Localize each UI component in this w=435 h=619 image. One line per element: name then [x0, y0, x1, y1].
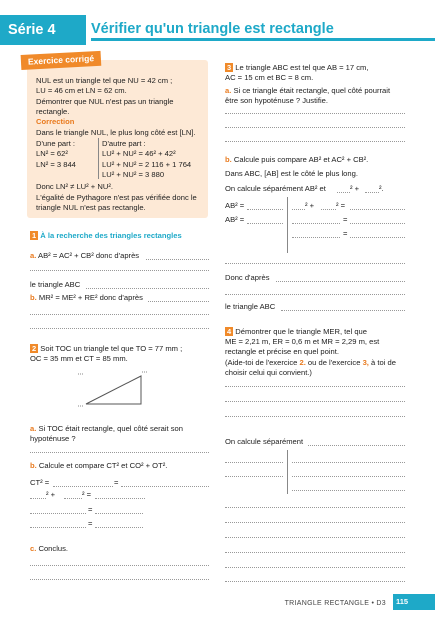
ex4-fill-2[interactable]	[225, 401, 405, 402]
ex2-row4-fill[interactable]	[30, 527, 86, 528]
ex4-aide-1: (Aide-toi de l'exercice 2. ou de l'exercice 3, à toi de	[225, 358, 396, 367]
ex2-row4-fill-2[interactable]	[95, 527, 143, 528]
ex4-on-calc-fill[interactable]	[308, 445, 405, 446]
ex3-b-fill-2[interactable]	[225, 294, 405, 295]
ex3-r2-fill-1[interactable]	[292, 223, 340, 224]
correction-right-2: LU² + NU² = 2 116 + 1 764	[102, 160, 192, 169]
correction-label: Correction	[36, 117, 75, 126]
correction-left-head: D'une part :	[36, 139, 76, 148]
ex4-fill-1[interactable]	[225, 386, 405, 387]
ex2-a-2: hypoténuse ?	[30, 434, 76, 443]
ex3-donc-fill[interactable]	[276, 281, 405, 282]
ex4-number: 4	[227, 327, 232, 336]
correction-right-head: D'autre part :	[102, 139, 146, 148]
ex2-a-fill[interactable]	[30, 452, 209, 453]
ex1-b-fill-3[interactable]	[30, 328, 209, 329]
ex2-ct-fill-2[interactable]	[121, 486, 209, 487]
ex3-ab2-fill[interactable]	[247, 223, 283, 224]
ex1-title: À la recherche des triangles rectangles	[40, 231, 182, 240]
ex4-right-fill-3[interactable]	[292, 490, 405, 491]
ex4-fill-3[interactable]	[225, 416, 405, 417]
ex3-r3-fill-2[interactable]	[350, 237, 405, 238]
ex4-divider	[287, 450, 288, 494]
ex1-a-fill-2[interactable]	[30, 270, 209, 271]
ex4-right-fill-1[interactable]	[292, 462, 405, 463]
ex4-on-calc: On calcule séparément	[225, 437, 304, 446]
ex1-number: 1	[32, 231, 37, 240]
ex1-a-line2: le triangle ABC	[30, 280, 81, 289]
ex2-stmt-1: 2 Soit TOC un triangle tel que TO = 77 mm ;	[32, 344, 183, 353]
ex4-left-fill-1[interactable]	[225, 462, 283, 463]
ex3-ab1: AB² =	[225, 201, 245, 210]
ex3-number: 3	[227, 63, 232, 72]
ex1-b: b. MR² = ME² + RE² donc d'après	[30, 293, 143, 302]
ex3-ab1-fill[interactable]	[247, 209, 283, 210]
corrige-stmt-2: LU = 46 cm et LN = 62 cm.	[36, 86, 127, 95]
ex3-a-1: a. Si ce triangle était rectangle, quel côté pourrait	[225, 86, 391, 95]
ex2-sum-fill-3[interactable]	[95, 498, 145, 499]
correction-right-1: LU² + NU² = 46² + 42²	[102, 149, 176, 158]
ex4-aide-2: choisir celui qui convient.)	[225, 368, 312, 377]
ex3-a-fill-2[interactable]	[225, 127, 405, 128]
ex2-row3-eq: =	[88, 505, 93, 514]
ex4-left-fill-2[interactable]	[225, 476, 283, 477]
ex2-ct-fill[interactable]	[53, 486, 113, 487]
correction-left-1: LN² = 62²	[36, 149, 68, 158]
ex3-tri: le triangle ABC	[225, 302, 276, 311]
ex2-a-1: a. Si TOC était rectangle, quel côté serait son	[30, 424, 183, 433]
ex3-r2-eq: =	[343, 215, 348, 224]
correction-right-3: LU² + NU² = 3 880	[102, 170, 165, 179]
ex3-r3-eq: =	[343, 229, 348, 238]
ex3-stmt-1: 3 Le triangle ABC est tel que AB = 17 cm,	[227, 63, 369, 72]
ex3-on-calc-fill-1[interactable]	[337, 192, 350, 193]
ex4-fill-5[interactable]	[225, 522, 405, 523]
ex4-stmt-2: ME = 2,21 m, ER = 0,6 m et MR = 2,29 m, est	[225, 337, 380, 346]
ex2-sum-fill-2[interactable]	[64, 498, 82, 499]
correction-line-1: Dans le triangle NUL, le plus long côté est [LN].	[36, 128, 196, 137]
ex1-a-fill-1[interactable]	[146, 259, 209, 260]
header-rule	[91, 38, 435, 41]
ex2-c: c. Conclus.	[30, 544, 69, 553]
ex3-divider	[287, 197, 288, 253]
ex3-a-2: être son hypoténuse ? Justifie.	[225, 96, 329, 105]
ex3-donc: Donc d'après	[225, 273, 270, 282]
ex3-on-calc-end: ².	[379, 184, 384, 193]
ex1-b-fill-2[interactable]	[30, 314, 209, 315]
ex4-stmt-3: rectangle et précise en quel point.	[225, 347, 339, 356]
footer-band	[411, 594, 435, 610]
ex3-r2-fill-2[interactable]	[350, 223, 405, 224]
correction-concl-2: triangle NUL n'est pas rectangle.	[36, 203, 146, 212]
correction-donc: Donc LN² ≠ LU² + NU².	[36, 182, 113, 191]
ex2-plus: ² +	[46, 490, 56, 499]
ex3-r3-fill-1[interactable]	[292, 237, 340, 238]
ex3-tri-fill[interactable]	[281, 310, 405, 311]
page-title: Vérifier qu'un triangle est rectangle	[91, 21, 334, 37]
ex4-fill-6[interactable]	[225, 537, 405, 538]
ex2-stmt-2: OC = 35 mm et CT = 85 mm.	[30, 354, 128, 363]
correction-left-2: LN² = 3 844	[36, 160, 76, 169]
ex2-sum-fill-1[interactable]	[30, 498, 46, 499]
ex2-c-fill-1[interactable]	[30, 565, 209, 566]
ex3-r1-sq: ² =	[336, 201, 346, 210]
ex2-b: b. Calcule et compare CT² et CO² + OT².	[30, 461, 168, 470]
ex3-on-calc-fill-2[interactable]	[365, 192, 379, 193]
ex3-r1-plus: ² +	[305, 201, 315, 210]
ex2-ct-eq: =	[114, 478, 119, 487]
corrige-stmt-1: NUL est un triangle tel que NU = 42 cm ;	[36, 76, 173, 85]
correction-concl-1: L'égalité de Pythagore n'est pas vérifiée donc le	[36, 193, 197, 202]
ex3-a-fill-3[interactable]	[225, 141, 405, 142]
ex1-b-fill-1[interactable]	[148, 301, 209, 302]
ex4-right-fill-2[interactable]	[292, 476, 405, 477]
ex3-b-fill-1[interactable]	[225, 263, 405, 264]
ex2-triangle-figure	[78, 368, 150, 408]
ex4-fill-8[interactable]	[225, 567, 405, 568]
ex3-stmt-2: AC = 15 cm et BC = 8 cm.	[225, 73, 314, 82]
ex4-stmt-1: 4 Démontrer que le triangle MER, tel que	[227, 327, 367, 336]
ex3-ab2: AB² =	[225, 215, 245, 224]
ex1-a-fill-3[interactable]	[86, 288, 209, 289]
corrige-stmt-4: rectangle.	[36, 107, 70, 116]
ex2-row3-fill[interactable]	[30, 513, 86, 514]
ex2-row3-fill-2[interactable]	[95, 513, 143, 514]
ex3-b: b. Calcule puis compare AB² et AC² + CB².	[225, 155, 369, 164]
ex3-r1-fill-2[interactable]	[321, 209, 336, 210]
ex2-ct-label: CT² =	[30, 478, 50, 487]
ex4-fill-7[interactable]	[225, 552, 405, 553]
ex2-sq: ² =	[82, 490, 92, 499]
page-number: 115	[393, 594, 411, 610]
ex4-fill-4[interactable]	[225, 507, 405, 508]
ex3-r1-fill-3[interactable]	[350, 209, 405, 210]
ex2-number: 2	[32, 344, 37, 353]
ex3-a-fill-1[interactable]	[225, 113, 405, 114]
ex3-dans: Dans ABC, [AB] est le côté le plus long.	[225, 169, 358, 178]
ex1-a: a. AB² = AC² + CB² donc d'après	[30, 251, 140, 260]
serie-label: Série 4	[8, 22, 56, 38]
corrige-stmt-3: Démontrer que NUL n'est pas un triangle	[36, 97, 174, 106]
ex3-on-calc-plus: ² +	[350, 184, 360, 193]
ex3-on-calc: On calcule séparément AB² et	[225, 184, 326, 193]
ex2-c-fill-2[interactable]	[30, 579, 209, 580]
correction-divider	[98, 138, 99, 179]
ex3-r1-fill-1[interactable]	[292, 209, 305, 210]
footer-chapter: TRIANGLE RECTANGLE • D3	[284, 600, 386, 607]
ex1-heading	[30, 231, 182, 241]
corrige-tag: Exercice corrigé	[21, 51, 102, 70]
ex2-row4-eq: =	[88, 519, 93, 528]
ex4-fill-9[interactable]	[225, 581, 405, 582]
